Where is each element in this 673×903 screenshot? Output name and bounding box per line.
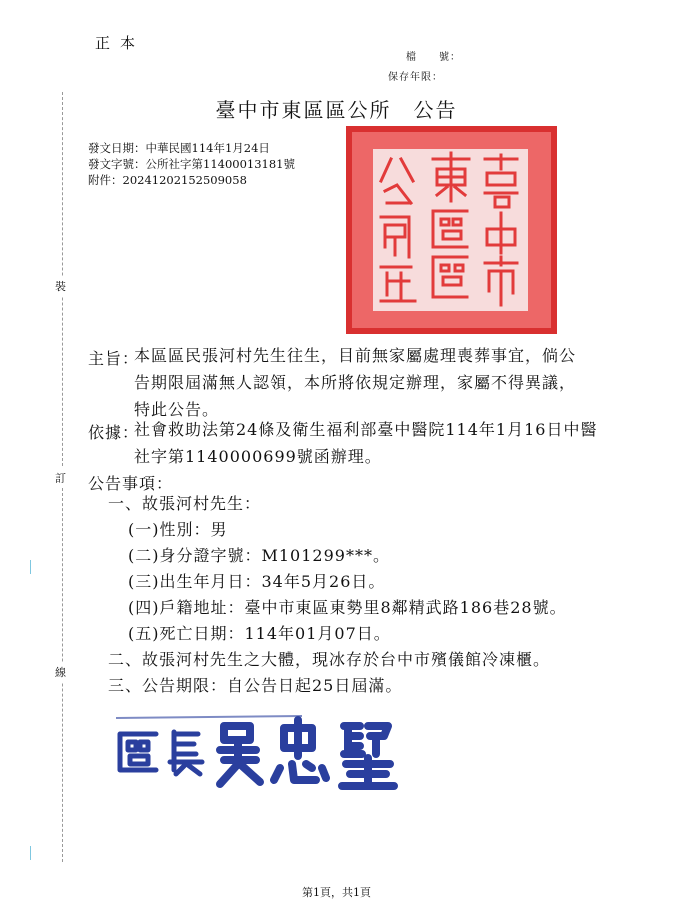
basis-line: 社會救助法第24條及衛生福利部臺中醫院114年1月16日中醫 [134,420,598,439]
item-one-detail: (四)戶籍地址：臺中市東區東勢里8鄰精武路186巷28號。 [128,598,567,617]
subject-line: 特此公告。 [134,400,220,419]
item-one-detail: (五)死亡日期：114年01月07日。 [128,624,391,643]
item-one-detail: (三)出生年月日：34年5月26日。 [128,572,386,591]
original-copy-label: 正本 [95,34,146,52]
director-signature [112,712,412,792]
margin-mark-staple: 訂 [55,468,66,488]
item-two: 二、故張河村先生之大體，現冰存於台中市殯儀館冷凍櫃。 [108,650,551,669]
margin-mark-line: 線 [55,662,66,682]
item-one: 一、故張河村先生： [108,494,262,513]
basis-label: 依據： [88,423,140,442]
subject-line: 告期限屆滿無人認領，本所將依規定辦理，家屬不得異議， [134,373,577,392]
item-one-detail: (一)性別：男 [128,520,228,539]
issue-date: 發文日期：中華民國114年1月24日 [88,141,270,155]
subject-label: 主旨： [88,349,140,368]
scan-mark [30,560,31,574]
basis-line: 社字第1140000699號函辦理。 [134,447,382,466]
scan-mark [30,846,31,860]
archive-number-label: 檔 號： [406,52,461,63]
official-seal-stamp [345,125,558,335]
items-heading: 公告事項： [88,474,174,493]
page-number: 第1頁，共1頁 [302,886,371,899]
item-three: 三、公告期限：自公告日起25日屆滿。 [108,676,403,695]
margin-mark-bind: 裝 [55,276,66,296]
retention-period-label: 保存年限： [388,72,443,83]
item-one-detail: (二)身分證字號：M101299***。 [128,546,390,565]
page-title: 臺中市東區區公所 公告 [215,98,458,122]
attachment-id: 附件：20241202152509058 [88,173,247,187]
subject-line: 本區區民張河村先生往生，目前無家屬處理喪葬事宜，倘公 [134,346,577,365]
document-number: 發文字號：公所社字第11400013181號 [88,157,295,171]
